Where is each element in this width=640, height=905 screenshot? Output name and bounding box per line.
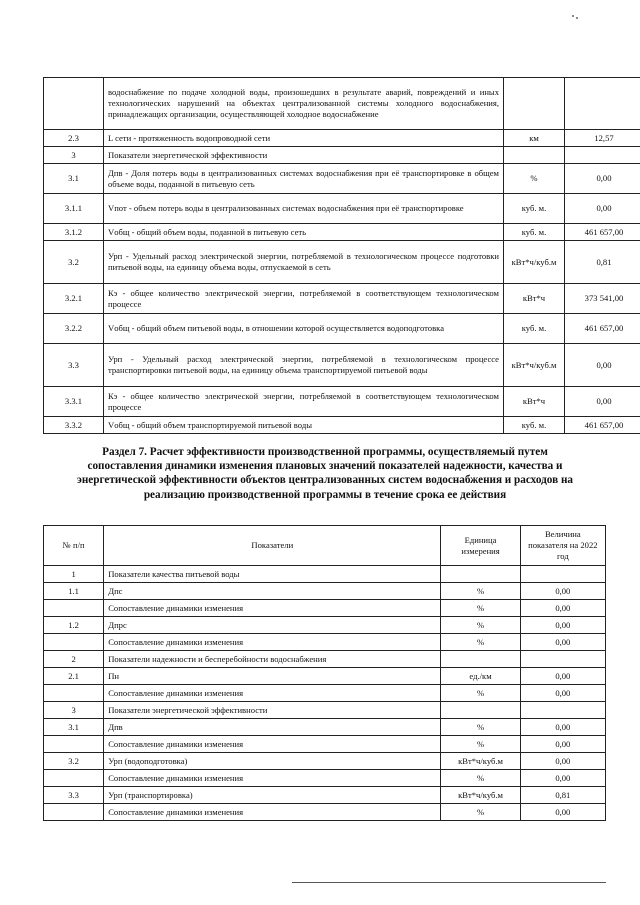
row-value: 0,00: [520, 804, 605, 821]
table-row: [44, 753, 606, 770]
row-value: 0,00: [565, 344, 640, 387]
row-number: [44, 600, 104, 617]
header-unit: Единица измерения: [441, 526, 520, 566]
row-value: 0,00: [520, 685, 605, 702]
row-unit: %: [441, 583, 520, 600]
row-indicator: Показатели качества питьевой воды: [104, 566, 441, 583]
row-description: Урп - Удельный расход электрической энергии, потребляемой в технологическом процессе транспортировки питьевой воды, на единицу объема транспортируемой питьевой воды: [104, 344, 504, 387]
row-value: 0,00: [520, 668, 605, 685]
row-unit: %: [441, 719, 520, 736]
row-indicator: Дпрс: [104, 617, 441, 634]
row-value: 0,00: [565, 164, 640, 194]
row-unit: [441, 651, 520, 668]
heading-line: реализацию производственной программы в течение срока ее действия: [143, 488, 507, 501]
section-7-heading: [45, 445, 605, 502]
row-unit: %: [441, 617, 520, 634]
row-value: 12,57: [565, 130, 640, 147]
scan-speck: [572, 15, 574, 17]
row-value: 0,81: [520, 787, 605, 804]
row-number: 3.3.2: [44, 417, 104, 434]
row-indicator: Сопоставление динамики изменения: [104, 804, 441, 821]
row-indicator: Показатели энергетической эффективности: [104, 702, 441, 719]
row-unit: %: [441, 685, 520, 702]
row-unit: кВт*ч/куб.м: [504, 344, 565, 387]
table-row: [44, 583, 606, 600]
heading-line: Раздел 7. Расчет эффективности производственной программы, осуществляемый путем: [102, 446, 548, 458]
row-number: 3.2.2: [44, 314, 104, 344]
row-description: Vобщ - общий объем воды, поданной в питьевую сеть: [104, 224, 504, 241]
table-row: [44, 314, 640, 344]
row-number: 3.3: [44, 344, 104, 387]
row-value: [565, 147, 640, 164]
row-value: 373 541,00: [565, 284, 640, 314]
row-indicator: Пн: [104, 668, 441, 685]
efficiency-comparison-table: [43, 525, 606, 821]
table-row: [44, 387, 640, 417]
table-row: [44, 566, 606, 583]
row-value: 0,00: [565, 387, 640, 417]
row-unit: [441, 702, 520, 719]
row-unit: %: [441, 600, 520, 617]
row-description: Vпот - объем потерь воды в централизованных системах водоснабжения при её транспортировке: [104, 194, 504, 224]
table-row: [44, 617, 606, 634]
row-unit: ед./км: [441, 668, 520, 685]
row-number: [44, 736, 104, 753]
row-indicator: Сопоставление динамики изменения: [104, 634, 441, 651]
row-number: 1.2: [44, 617, 104, 634]
row-number: 3.2.1: [44, 284, 104, 314]
table-row: [44, 736, 606, 753]
row-description: Vобщ - общий объем транспортируемой питьевой воды: [104, 417, 504, 434]
row-value: 0,00: [520, 583, 605, 600]
row-value: [520, 651, 605, 668]
table-header-row: [44, 526, 606, 566]
row-unit: [441, 566, 520, 583]
row-unit: %: [504, 164, 565, 194]
row-description: Кэ - общее количество электрической энергии, потребляемой в соответствующем технологическом процессе: [104, 284, 504, 314]
table-row: [44, 787, 606, 804]
row-number: 3.1: [44, 164, 104, 194]
row-number: [44, 804, 104, 821]
row-unit: куб. м.: [504, 417, 565, 434]
page-bottom-rule: [292, 882, 606, 883]
row-indicator: Дпс: [104, 583, 441, 600]
row-unit: [504, 78, 565, 130]
scan-speck: [576, 17, 578, 19]
row-number: 3.1.2: [44, 224, 104, 241]
table-row: [44, 194, 640, 224]
row-number: 3.1.1: [44, 194, 104, 224]
row-description: L сети - протяженность водопроводной сети: [104, 130, 504, 147]
row-indicator: Сопоставление динамики изменения: [104, 685, 441, 702]
row-unit: км: [504, 130, 565, 147]
table-row: [44, 147, 640, 164]
row-description: Дпв - Доля потерь воды в централизованных системах водоснабжения при её транспортировке в общем объеме воды, поданной в питьевую сеть: [104, 164, 504, 194]
row-description: Vобщ - общий объем питьевой воды, в отношении которой осуществляется водоподготовка: [104, 314, 504, 344]
table-row: [44, 634, 606, 651]
row-number: 3.1: [44, 719, 104, 736]
row-description: Кэ - общее количество электрической энергии, потребляемой в соответствующем технологическом процессе: [104, 387, 504, 417]
table-row: [44, 770, 606, 787]
row-value: 0,00: [520, 753, 605, 770]
row-value: 0,00: [520, 617, 605, 634]
row-value: [565, 78, 640, 130]
row-unit: кВт*ч/куб.м: [441, 753, 520, 770]
row-unit: %: [441, 634, 520, 651]
row-number: 3: [44, 702, 104, 719]
row-value: [520, 702, 605, 719]
row-number: 3.2: [44, 241, 104, 284]
row-number: 3.2: [44, 753, 104, 770]
row-value: 0,00: [520, 736, 605, 753]
row-unit: куб. м.: [504, 314, 565, 344]
table-row: [44, 130, 640, 147]
heading-line: сопоставления динамики изменения плановых значений показателей надежности, качества и: [87, 460, 563, 473]
row-unit: куб. м.: [504, 194, 565, 224]
table-row: [44, 702, 606, 719]
indicators-continuation-table: [43, 77, 640, 434]
row-value: 0,00: [520, 634, 605, 651]
table-row: [44, 719, 606, 736]
header-number: № п/п: [44, 526, 104, 566]
table-row: [44, 668, 606, 685]
table-row: [44, 804, 606, 821]
table-row: [44, 344, 640, 387]
table-row: [44, 600, 606, 617]
table-row: [44, 284, 640, 314]
row-number: 2: [44, 651, 104, 668]
row-indicator: Показатели надежности и бесперебойности водоснабжения: [104, 651, 441, 668]
row-value: 461 657,00: [565, 314, 640, 344]
row-number: [44, 78, 104, 130]
row-number: 2.3: [44, 130, 104, 147]
row-indicator: Урп (транспортировка): [104, 787, 441, 804]
table-row: [44, 685, 606, 702]
row-value: 461 657,00: [565, 224, 640, 241]
row-number: 1.1: [44, 583, 104, 600]
row-value: 461 657,00: [565, 417, 640, 434]
header-indicator: Показатели: [104, 526, 441, 566]
table-row: [44, 224, 640, 241]
row-number: 2.1: [44, 668, 104, 685]
table-row: [44, 78, 640, 130]
row-indicator: Сопоставление динамики изменения: [104, 770, 441, 787]
heading-line: энергетической эффективности объектов централизованных систем водоснабжения и расходов на: [77, 474, 573, 487]
row-number: [44, 685, 104, 702]
row-unit: %: [441, 736, 520, 753]
row-number: 3.3.1: [44, 387, 104, 417]
row-unit: %: [441, 804, 520, 821]
row-value: 0,00: [520, 719, 605, 736]
row-unit: кВт*ч/куб.м: [441, 787, 520, 804]
table-row: [44, 651, 606, 668]
row-unit: кВт*ч: [504, 284, 565, 314]
row-unit: куб. м.: [504, 224, 565, 241]
row-value: 0,00: [520, 600, 605, 617]
row-unit: кВт*ч: [504, 387, 565, 417]
row-indicator: Сопоставление динамики изменения: [104, 736, 441, 753]
row-number: 3.3: [44, 787, 104, 804]
row-description: Урп - Удельный расход электрической энергии, потребляемой в технологическом процессе подготовки питьевой воды, на единицу объема воды, отпускаемой в сеть: [104, 241, 504, 284]
row-unit: %: [441, 770, 520, 787]
row-value: 0,00: [565, 194, 640, 224]
row-indicator: Урп (водоподготовка): [104, 753, 441, 770]
row-number: 1: [44, 566, 104, 583]
row-value: 0,81: [565, 241, 640, 284]
row-value: 0,00: [520, 770, 605, 787]
row-description: Показатели энергетической эффективности: [104, 147, 504, 164]
row-number: [44, 634, 104, 651]
row-number: [44, 770, 104, 787]
row-indicator: Дпв: [104, 719, 441, 736]
header-value: Величина показателя на 2022 год: [520, 526, 605, 566]
table-row: [44, 164, 640, 194]
row-unit: кВт*ч/куб.м: [504, 241, 565, 284]
row-indicator: Сопоставление динамики изменения: [104, 600, 441, 617]
row-unit: [504, 147, 565, 164]
table-row: [44, 241, 640, 284]
row-description: водоснабжение по подаче холодной воды, произошедших в результате аварий, повреждений и иных технологических нарушений на объектах централизованной системы холодного водоснабжения, принадлежащих организации, осуществляющей холодное водоснабжение: [104, 78, 504, 130]
table-row: [44, 417, 640, 434]
row-value: [520, 566, 605, 583]
row-number: 3: [44, 147, 104, 164]
